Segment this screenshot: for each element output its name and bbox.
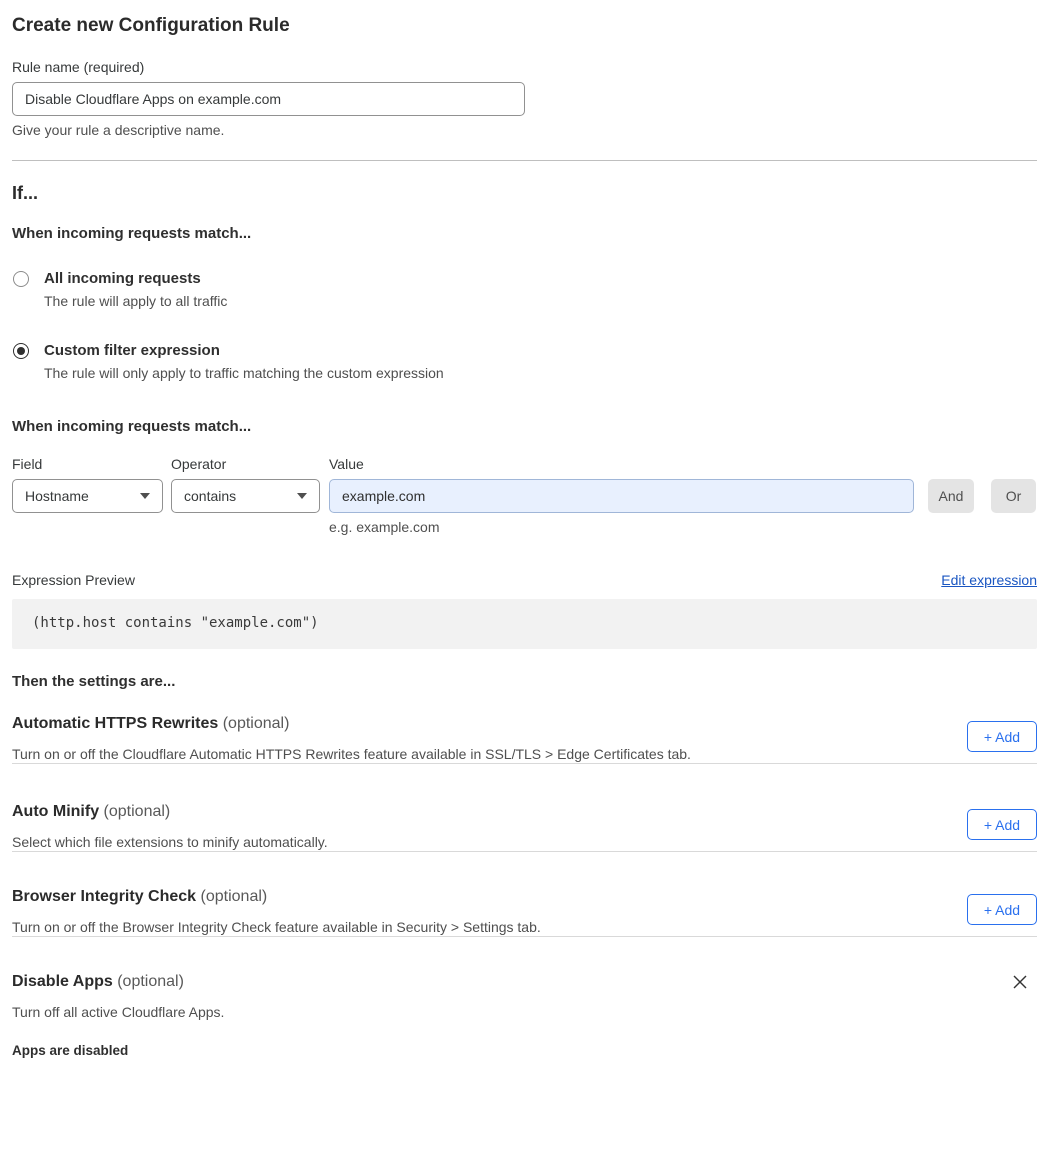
value-helper: e.g. example.com — [329, 519, 440, 535]
radio-all-incoming-label: All incoming requests — [44, 270, 201, 287]
radio-custom-filter-expression[interactable] — [12, 342, 1037, 381]
setting-title: Disable Apps — [12, 973, 113, 990]
and-button[interactable]: And — [928, 479, 974, 513]
radio-custom-filter-label: Custom filter expression — [44, 342, 220, 359]
setting-browser-integrity-check — [12, 888, 1037, 936]
operator-label: Operator — [171, 456, 227, 472]
chevron-down-icon — [140, 493, 150, 499]
field-label: Field — [12, 456, 43, 472]
setting-disable-apps — [12, 973, 1037, 1059]
setting-optional-tag: (optional) — [200, 888, 268, 905]
setting-description: Turn off all active Cloudflare Apps. — [12, 1004, 225, 1020]
setting-description: Select which file extensions to minify automatically. — [12, 834, 328, 850]
apps-disabled-status: Apps are disabled — [12, 1043, 129, 1058]
field-select[interactable] — [12, 479, 163, 513]
setting-optional-tag: (optional) — [222, 715, 290, 732]
incoming-requests-subheading: When incoming requests match... — [12, 225, 252, 242]
expression-builder-row — [12, 456, 1037, 535]
settings-heading: Then the settings are... — [12, 673, 176, 690]
radio-all-incoming-description: The rule will apply to all traffic — [44, 293, 228, 309]
setting-optional-tag: (optional) — [117, 973, 184, 990]
expression-preview-header — [12, 572, 1037, 588]
setting-title: Auto Minify — [12, 803, 100, 820]
expression-builder-heading: When incoming requests match... — [12, 418, 252, 435]
operator-select-value: contains — [184, 488, 237, 504]
radio-all-incoming-requests[interactable] — [12, 270, 1037, 309]
setting-title: Automatic HTTPS Rewrites — [12, 715, 219, 732]
divider — [12, 763, 1037, 764]
value-input[interactable] — [329, 479, 914, 513]
operator-select[interactable] — [171, 479, 320, 513]
rule-name-helper: Give your rule a descriptive name. — [12, 122, 225, 138]
divider — [12, 936, 1037, 937]
setting-description: Turn on or off the Cloudflare Automatic HTTPS Rewrites feature available in SSL/TLS > Edge Certificates tab. — [12, 746, 691, 762]
field-select-value: Hostname — [25, 488, 89, 504]
radio-custom-filter-description: The rule will only apply to traffic matching the custom expression — [44, 365, 444, 381]
or-button[interactable]: Or — [991, 479, 1036, 513]
radio-button-icon[interactable] — [13, 271, 29, 287]
add-browser-integrity-check-button[interactable]: + Add — [967, 894, 1037, 925]
rule-name-input[interactable] — [12, 82, 525, 116]
setting-title: Browser Integrity Check — [12, 888, 197, 905]
setting-optional-tag: (optional) — [103, 803, 171, 820]
edit-expression-link[interactable]: Edit expression — [941, 572, 1037, 588]
add-automatic-https-rewrites-button[interactable]: + Add — [967, 721, 1037, 752]
if-heading: If... — [12, 183, 38, 203]
setting-description: Turn on or off the Browser Integrity Check feature available in Security > Settings tab. — [12, 919, 541, 935]
chevron-down-icon — [297, 493, 307, 499]
value-label: Value — [329, 456, 364, 472]
setting-auto-minify — [12, 803, 1037, 851]
divider — [12, 851, 1037, 852]
setting-automatic-https-rewrites — [12, 715, 1037, 763]
close-icon — [1012, 974, 1028, 990]
expression-preview-label: Expression Preview — [12, 572, 135, 588]
page-title: Create new Configuration Rule — [12, 15, 290, 36]
rule-name-label: Rule name (required) — [12, 59, 145, 75]
radio-button-selected-icon[interactable] — [13, 343, 29, 359]
divider — [12, 160, 1037, 161]
expression-preview-code: (http.host contains "example.com") — [12, 599, 1037, 649]
close-disable-apps-button[interactable] — [1009, 971, 1031, 993]
add-auto-minify-button[interactable]: + Add — [967, 809, 1037, 840]
